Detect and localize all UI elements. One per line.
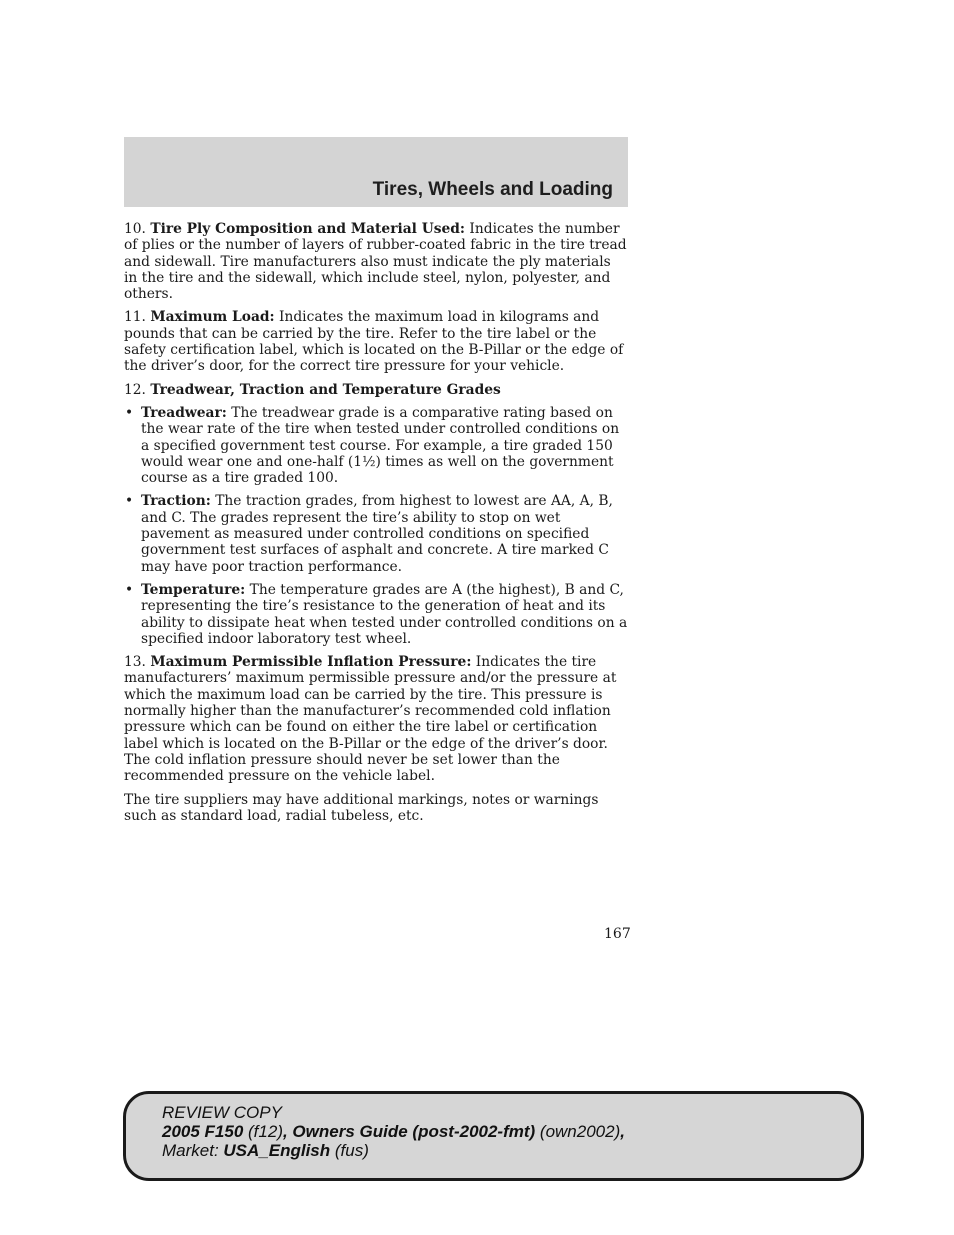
footer-market: USA_English: [223, 1141, 331, 1160]
bullet-temperature: [124, 582, 628, 647]
item-11-number: 11.: [124, 309, 151, 326]
bullet-temperature-text: The temperature grades are A (the highest), B and C, representing the tire’s resistance to the generation of heat and its ability to dissipate heat when tested under controlled conditions on a specified indoor laboratory test wheel.: [141, 581, 628, 647]
footer-text: [162, 1103, 625, 1160]
footer-line-1: REVIEW COPY: [162, 1103, 282, 1122]
page-number: 167: [604, 926, 631, 942]
bullet-traction-term: Traction:: [141, 493, 211, 510]
footer-line-3: [162, 1141, 625, 1160]
item-10-number: 10.: [124, 221, 151, 237]
item-11: [124, 309, 628, 374]
bullet-treadwear-text: The treadwear grade is a comparative rating based on the wear rate of the tire when tested under controlled conditions on a specified government test course. For example, a tire graded 150 would wear one and one-half (1½) times as well on the government course as a tire graded 100.: [141, 404, 620, 487]
item-10: [124, 221, 628, 302]
item-12-number: 12.: [124, 381, 151, 398]
item-10-term: Tire Ply Composition and Material Used:: [150, 221, 466, 237]
footer-model: 2005 F150: [162, 1122, 244, 1141]
section-header-band: [124, 137, 628, 207]
bullet-treadwear: [124, 405, 628, 486]
item-13-term: Maximum Permissible Inflation Pressure:: [150, 654, 472, 671]
item-13-number: 13.: [124, 654, 151, 671]
page-content: [124, 221, 628, 831]
footer-guide: , Owners Guide (post-2002-fmt): [282, 1122, 536, 1141]
item-12: [124, 382, 628, 398]
section-title: Tires, Wheels and Loading: [372, 179, 613, 200]
footer-guide-code: (own2002): [535, 1122, 621, 1141]
bullet-traction-text: The traction grades, from highest to lowest are AA, A, B, and C. The grades represent the tire’s ability to stop on wet pavement as measured under controlled conditions on specified government test surfaces of asphalt and concrete. A tire marked C may have poor traction performance.: [141, 493, 613, 575]
item-13-text: Indicates the tire manufacturers’ maximum permissible pressure and/or the pressure at which the maximum load can be carried by the tire. This pressure is normally higher than the manufacturer’s recommended cold inflation pressure which can be found on either the tire label or certification label which is located on the B-Pillar or the edge of the driver’s door. The cold inflation pressure should never be set lower than the recommended pressure on the vehicle label.: [124, 654, 617, 785]
bullet-treadwear-term: Treadwear:: [141, 404, 227, 421]
footer-separator: ,: [620, 1122, 625, 1141]
bullet-temperature-term: Temperature:: [141, 581, 246, 598]
footer-line-2: [162, 1122, 625, 1141]
footer-market-label: Market:: [162, 1141, 224, 1160]
item-11-term: Maximum Load:: [150, 309, 275, 326]
review-copy-footer: [123, 1091, 864, 1181]
footer-market-code: (fus): [330, 1141, 369, 1160]
bullet-traction: [124, 493, 628, 574]
item-13: [124, 654, 628, 784]
item-11-text: Indicates the maximum load in kilograms and pounds that can be carried by the tire. Refer to the tire label or the safety certification label, which is located on the B-Pillar or the edge of the driver’s door, for the correct tire pressure for your vehicle.: [124, 309, 624, 375]
bullet-icon: •: [125, 581, 134, 598]
footer-model-code: (f12): [243, 1122, 283, 1141]
grades-list: [124, 405, 628, 647]
closing-paragraph: The tire suppliers may have additional markings, notes or warnings such as standard load, radial tubeless, etc.: [124, 791, 599, 824]
item-12-term: Treadwear, Traction and Temperature Grades: [150, 381, 501, 398]
bullet-icon: •: [125, 404, 134, 421]
item-10-text: Indicates the number of plies or the number of layers of rubber-coated fabric in the tire tread and sidewall. Tire manufacturers also must indicate the ply materials in the tire and the sidewall, which include steel, nylon, polyester, and others.: [124, 221, 627, 303]
bullet-icon: •: [125, 493, 134, 510]
